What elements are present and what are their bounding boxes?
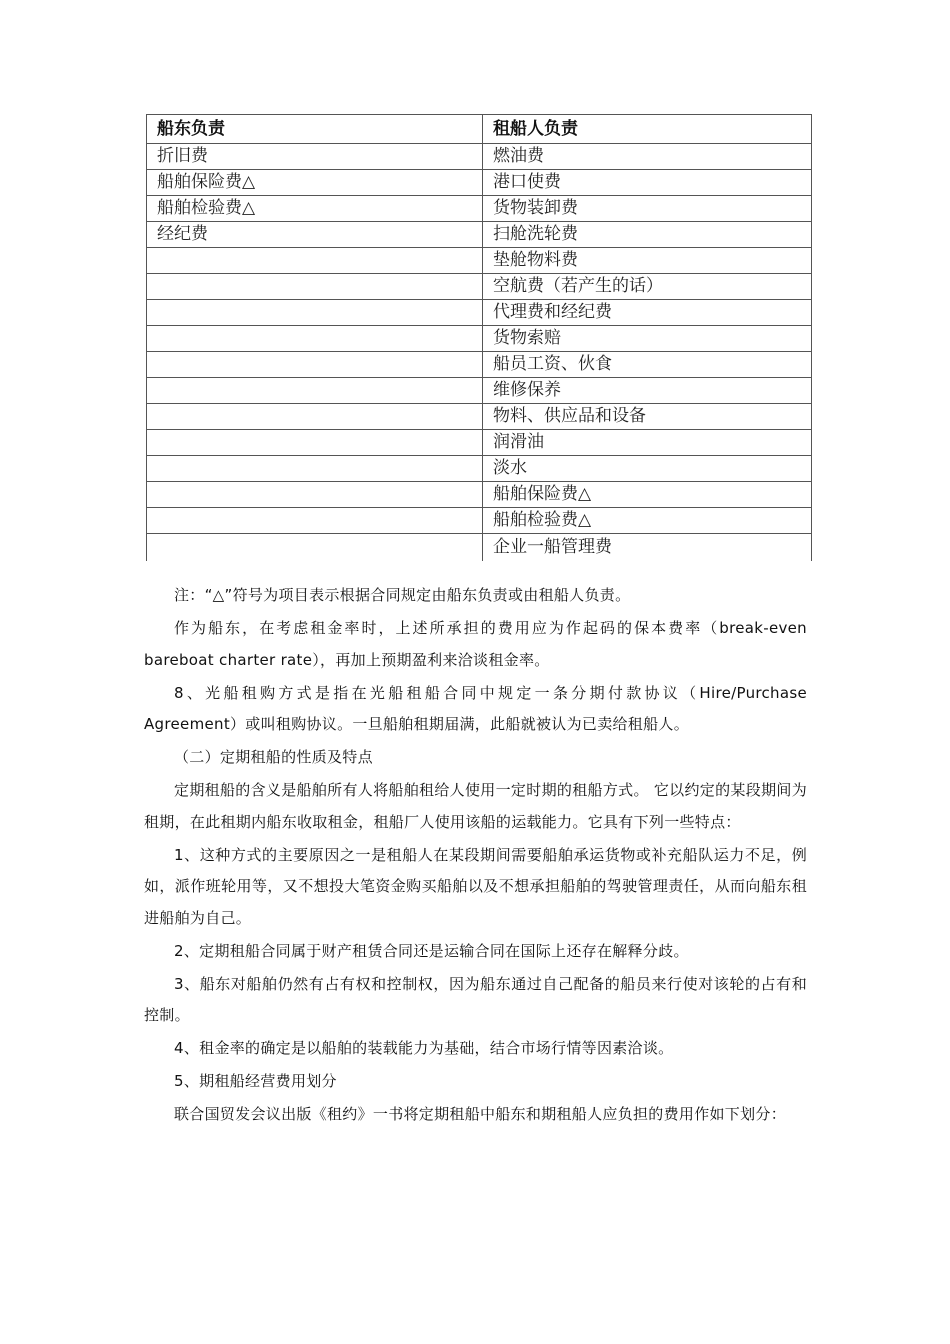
charterer-cell: 船舶保险费△ xyxy=(483,482,812,508)
table-row xyxy=(147,196,812,222)
table-header-row xyxy=(147,115,812,144)
paragraph: 作为船东，在考虑租金率时，上述所承担的费用应为作起码的保本费率（break-even bareboat charter rate），再加上预期盈利来洽谈租金率。 xyxy=(144,619,807,669)
charterer-cell: 货物装卸费 xyxy=(483,196,812,222)
shipowner-cell xyxy=(147,482,483,508)
table-row xyxy=(147,352,812,378)
shipowner-cell xyxy=(147,378,483,404)
shipowner-cell: 经纪费 xyxy=(147,222,483,248)
paragraph: 联合国贸发会议出版《租约》一书将定期租船中船东和期租船人应负担的费用作如下划分： xyxy=(174,1105,787,1123)
shipowner-cell xyxy=(147,508,483,534)
document-body xyxy=(144,580,807,1132)
charterer-cell: 淡水 xyxy=(483,456,812,482)
table-note: 注：“△”符号为项目表示根据合同规定由船东负责或由租船人负责。 xyxy=(174,586,631,604)
shipowner-cell xyxy=(147,352,483,378)
paragraph: 8、光船租购方式是指在光船租船合同中规定一条分期付款协议（Hire/Purchase Agreement）或叫租购协议。一旦船舶租期届满，此船就被认为已卖给租船人。 xyxy=(144,683,807,733)
section-heading: （二）定期租船的性质及特点 xyxy=(174,748,373,766)
paragraph: 4、租金率的确定是以船舶的装载能力为基础，结合市场行情等因素洽谈。 xyxy=(174,1039,674,1057)
table-row xyxy=(147,508,812,534)
table-row xyxy=(147,170,812,196)
paragraph: 5、期租船经营费用划分 xyxy=(174,1072,337,1090)
table-row xyxy=(147,274,812,300)
charterer-cell: 港口使费 xyxy=(483,170,812,196)
charterer-cell: 企业一船管理费 xyxy=(483,534,812,562)
shipowner-cell xyxy=(147,326,483,352)
table-row xyxy=(147,534,812,562)
header-charterer: 租船人负责 xyxy=(483,115,812,144)
table-row xyxy=(147,222,812,248)
paragraph: 3、船东对船舶仍然有占有权和控制权，因为船东通过自己配备的船员来行使对该轮的占有和控制。 xyxy=(144,974,807,1024)
table-row xyxy=(147,144,812,170)
charterer-cell: 垫舱物料费 xyxy=(483,248,812,274)
charterer-cell: 空航费（若产生的话） xyxy=(483,274,812,300)
cost-allocation-table xyxy=(146,114,812,561)
shipowner-cell xyxy=(147,404,483,430)
table-row xyxy=(147,456,812,482)
table-row xyxy=(147,404,812,430)
paragraph: 2、定期租船合同属于财产租赁合同还是运输合同在国际上还存在解释分歧。 xyxy=(174,941,689,960)
shipowner-cell: 折旧费 xyxy=(147,144,483,170)
shipowner-cell xyxy=(147,456,483,482)
charterer-cell: 船舶检验费△ xyxy=(483,508,812,534)
table-row xyxy=(147,430,812,456)
charterer-cell: 货物索赔 xyxy=(483,326,812,352)
shipowner-cell xyxy=(147,430,483,456)
charterer-cell: 代理费和经纪费 xyxy=(483,300,812,326)
table-row xyxy=(147,300,812,326)
header-shipowner: 船东负责 xyxy=(147,115,483,144)
charterer-cell: 物料、供应品和设备 xyxy=(483,404,812,430)
table-row xyxy=(147,248,812,274)
charterer-cell: 船员工资、伙食 xyxy=(483,352,812,378)
table-row xyxy=(147,326,812,352)
table-row xyxy=(147,482,812,508)
shipowner-cell: 船舶保险费△ xyxy=(147,170,483,196)
shipowner-cell xyxy=(147,300,483,326)
shipowner-cell: 船舶检验费△ xyxy=(147,196,483,222)
paragraph: 定期租船的含义是船舶所有人将船舶租给人使用一定时期的租船方式。 它以约定的某段期间为租期，在此租期内船东收取租金，租船厂人使用该船的运载能力。它具有下列一些特点： xyxy=(144,781,807,831)
charterer-cell: 润滑油 xyxy=(483,430,812,456)
charterer-cell: 扫舱洗轮费 xyxy=(483,222,812,248)
table-row xyxy=(147,378,812,404)
shipowner-cell xyxy=(147,534,483,562)
shipowner-cell xyxy=(147,274,483,300)
paragraph: 1、这种方式的主要原因之一是租船人在某段期间需要船舶承运货物或补充船队运力不足，例如，派作班轮用等，又不想投大笔资金购买船舶以及不想承担船舶的驾驶管理责任，从而向船东租进船舶为自己。 xyxy=(144,845,807,927)
charterer-cell: 维修保养 xyxy=(483,378,812,404)
shipowner-cell xyxy=(147,248,483,274)
charterer-cell: 燃油费 xyxy=(483,144,812,170)
